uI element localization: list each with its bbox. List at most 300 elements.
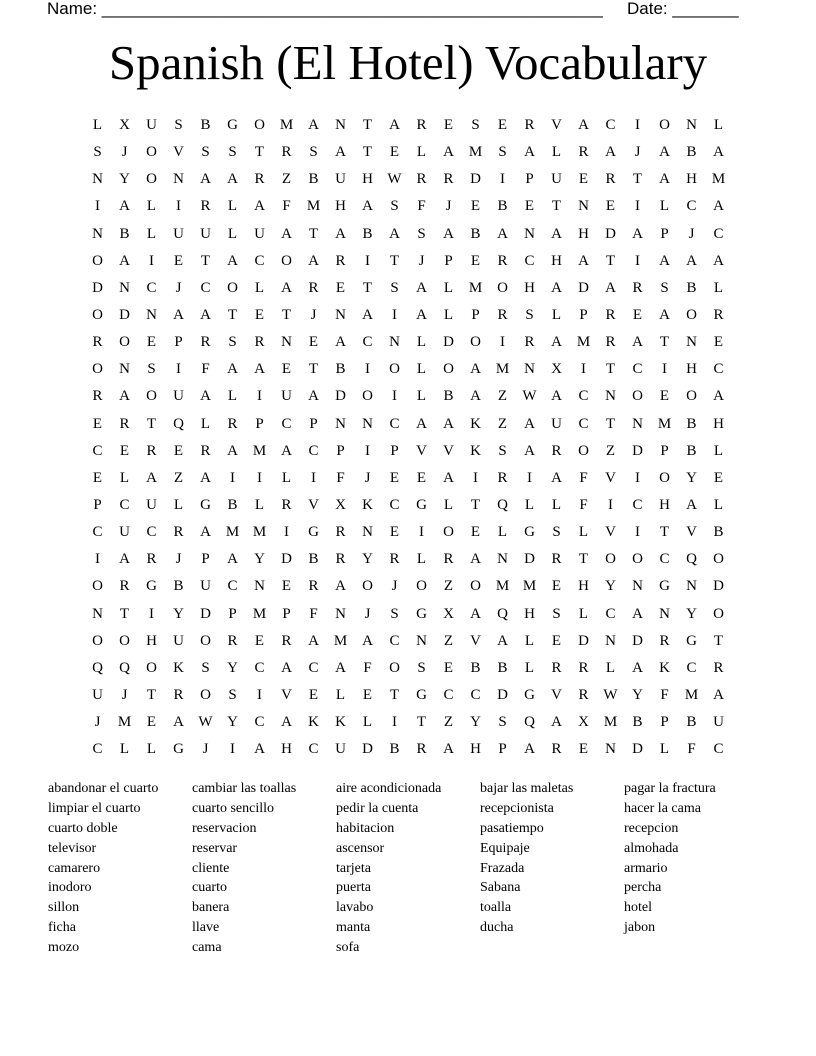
grid-letter: Q xyxy=(497,497,508,514)
grid-letter: S xyxy=(174,117,183,134)
grid-letter: A xyxy=(470,361,481,378)
grid-letter: M xyxy=(684,687,699,704)
grid-letter: J xyxy=(364,469,371,486)
grid-letter: Z xyxy=(443,714,454,731)
grid-letter: A xyxy=(335,144,346,161)
grid-letter: B xyxy=(686,415,697,432)
grid-letter: V xyxy=(686,524,697,541)
grid-letter: H xyxy=(659,497,670,514)
grid-letter: M xyxy=(657,415,672,432)
grid-letter: N xyxy=(605,632,616,649)
grid-letter: S xyxy=(228,144,237,161)
grid-letter: P xyxy=(390,442,399,459)
word-list-item: ficha xyxy=(48,920,76,936)
grid-letter: E xyxy=(146,714,157,731)
grid-letter: L xyxy=(146,741,157,758)
grid-letter: O xyxy=(686,388,697,405)
grid-letter: J xyxy=(121,687,128,704)
grid-letter: B xyxy=(335,361,346,378)
grid-letter: R xyxy=(335,524,346,541)
grid-letter: T xyxy=(632,171,643,188)
grid-letter: J xyxy=(94,714,101,731)
grid-letter: R xyxy=(308,578,319,595)
grid-letter: A xyxy=(308,388,319,405)
grid-letter: D xyxy=(281,551,292,568)
grid-letter: R xyxy=(200,442,211,459)
grid-letter: N xyxy=(686,578,697,595)
grid-letter: S xyxy=(201,659,210,676)
grid-letter: C xyxy=(578,415,589,432)
grid-letter: E xyxy=(470,198,481,215)
grid-letter: T xyxy=(416,714,427,731)
grid-letter: T xyxy=(362,279,373,296)
grid-letter: C xyxy=(713,361,724,378)
grid-letter: L xyxy=(416,334,427,351)
grid-letter: O xyxy=(146,144,157,161)
grid-letter: E xyxy=(713,469,724,486)
grid-letter: G xyxy=(308,524,319,541)
grid-letter: A xyxy=(659,252,670,269)
grid-letter: C xyxy=(524,252,535,269)
grid-letter: T xyxy=(389,252,400,269)
grid-letter: F xyxy=(309,605,318,622)
grid-letter: G xyxy=(524,524,535,541)
word-column xyxy=(336,779,480,958)
grid-letter: Z xyxy=(443,578,454,595)
grid-letter: A xyxy=(200,524,211,541)
grid-letter: O xyxy=(146,171,157,188)
grid-letter: L xyxy=(173,497,184,514)
grid-letter: E xyxy=(308,334,319,351)
grid-letter: H xyxy=(524,279,535,296)
grid-letter: S xyxy=(417,225,426,242)
word-column xyxy=(480,779,624,958)
grid-letter: R xyxy=(173,524,184,541)
grid-letter: Q xyxy=(173,415,184,432)
grid-letter: L xyxy=(578,524,589,541)
grid-letter: L xyxy=(443,497,454,514)
grid-letter: E xyxy=(497,117,508,134)
grid-letter: N xyxy=(146,307,157,324)
grid-letter: O xyxy=(92,307,103,324)
grid-letter: N xyxy=(119,361,130,378)
grid-letter: S xyxy=(309,144,318,161)
grid-letter: I xyxy=(635,117,640,134)
grid-letter: R xyxy=(119,415,130,432)
grid-letter: I xyxy=(176,361,181,378)
grid-letter: D xyxy=(713,578,724,595)
grid-letter: V xyxy=(605,469,616,486)
grid-letter: L xyxy=(227,198,238,215)
grid-letter: V xyxy=(308,497,319,514)
grid-letter: C xyxy=(119,497,130,514)
grid-letter: Z xyxy=(497,415,508,432)
grid-letter: A xyxy=(362,632,373,649)
grid-row xyxy=(84,302,732,329)
grid-letter: M xyxy=(576,334,591,351)
grid-letter: I xyxy=(635,198,640,215)
grid-letter: A xyxy=(632,659,643,676)
grid-letter: O xyxy=(389,659,400,676)
grid-letter: A xyxy=(335,578,346,595)
grid-letter: S xyxy=(93,144,102,161)
grid-letter: K xyxy=(335,714,346,731)
grid-letter: O xyxy=(119,632,130,649)
grid-letter: O xyxy=(200,632,211,649)
grid-letter: R xyxy=(389,551,400,568)
grid-letter: A xyxy=(281,659,292,676)
grid-letter: T xyxy=(362,144,373,161)
grid-letter: L xyxy=(713,497,724,514)
grid-letter: A xyxy=(524,144,535,161)
grid-letter: P xyxy=(660,442,669,459)
grid-row xyxy=(84,356,732,383)
grid-letter: I xyxy=(581,361,586,378)
grid-letter: C xyxy=(578,388,589,405)
grid-letter: H xyxy=(551,252,562,269)
grid-letter: N xyxy=(335,605,346,622)
grid-letter: I xyxy=(176,198,181,215)
grid-letter: A xyxy=(659,171,670,188)
grid-letter: I xyxy=(419,524,424,541)
grid-letter: J xyxy=(364,605,371,622)
grid-letter: I xyxy=(257,687,262,704)
grid-letter: U xyxy=(551,415,562,432)
grid-letter: G xyxy=(659,578,670,595)
grid-letter: D xyxy=(497,687,508,704)
grid-letter: O xyxy=(686,307,697,324)
grid-letter: E xyxy=(254,307,265,324)
word-list-item: hotel xyxy=(624,900,652,916)
grid-letter: T xyxy=(551,198,562,215)
grid-letter: A xyxy=(308,632,319,649)
grid-letter: O xyxy=(713,551,724,568)
grid-letter: A xyxy=(389,225,400,242)
grid-letter: Y xyxy=(686,469,697,486)
grid-letter: X xyxy=(443,605,454,622)
grid-letter: B xyxy=(686,442,697,459)
grid-letter: J xyxy=(175,279,182,296)
grid-letter: T xyxy=(200,252,211,269)
word-list-item: televisor xyxy=(48,840,97,856)
word-list-item: reservar xyxy=(192,840,238,856)
grid-letter: I xyxy=(284,524,289,541)
word-list-item: llave xyxy=(192,920,220,936)
grid-letter: A xyxy=(281,279,292,296)
grid-letter: I xyxy=(95,198,100,215)
grid-letter: E xyxy=(254,632,265,649)
grid-letter: I xyxy=(662,361,667,378)
grid-letter: A xyxy=(308,117,319,134)
grid-letter: M xyxy=(495,361,510,378)
word-list-item: pagar la fractura xyxy=(624,781,716,796)
grid-letter: H xyxy=(686,361,697,378)
grid-letter: S xyxy=(498,442,507,459)
grid-letter: C xyxy=(146,524,157,541)
grid-letter: W xyxy=(603,687,618,704)
grid-letter: R xyxy=(551,659,562,676)
grid-letter: L xyxy=(416,388,427,405)
grid-letter: T xyxy=(605,252,616,269)
grid-letter: E xyxy=(119,442,130,459)
grid-letter: L xyxy=(524,497,535,514)
word-list-item: pasatiempo xyxy=(480,820,544,836)
grid-letter: U xyxy=(173,632,184,649)
grid-letter: M xyxy=(279,117,294,134)
grid-row xyxy=(84,275,732,302)
grid-letter: M xyxy=(252,605,267,622)
grid-letter: E xyxy=(389,144,400,161)
grid-letter: R xyxy=(551,442,562,459)
grid-letter: O xyxy=(470,334,481,351)
grid-letter: Y xyxy=(173,605,184,622)
date-line: Date: _______ xyxy=(627,0,739,18)
grid-letter: I xyxy=(365,252,370,269)
grid-letter: A xyxy=(605,279,616,296)
grid-letter: X xyxy=(335,497,346,514)
grid-letter: P xyxy=(579,307,588,324)
grid-letter: E xyxy=(551,578,562,595)
grid-letter: E xyxy=(578,741,589,758)
grid-letter: K xyxy=(659,659,670,676)
grid-letter: A xyxy=(443,469,454,486)
grid-letter: C xyxy=(308,442,319,459)
grid-letter: R xyxy=(227,415,238,432)
grid-letter: O xyxy=(92,252,103,269)
grid-letter: D xyxy=(335,388,346,405)
grid-letter: A xyxy=(200,469,211,486)
grid-letter: R xyxy=(281,632,292,649)
grid-letter: L xyxy=(119,741,130,758)
grid-letter: O xyxy=(632,388,643,405)
grid-letter: E xyxy=(713,334,724,351)
grid-letter: S xyxy=(390,198,399,215)
grid-letter: A xyxy=(497,225,508,242)
grid-letter: D xyxy=(200,605,211,622)
word-list-item: cuarto xyxy=(192,880,227,896)
grid-letter: A xyxy=(551,279,562,296)
word-list-item: mozo xyxy=(48,940,80,956)
grid-letter: D xyxy=(524,551,535,568)
grid-letter: R xyxy=(335,252,346,269)
word-list-item: pedir la cuenta xyxy=(336,800,419,816)
grid-letter: M xyxy=(306,198,321,215)
grid-letter: L xyxy=(416,361,427,378)
grid-letter: P xyxy=(93,497,102,514)
grid-letter: I xyxy=(230,741,235,758)
grid-letter: A xyxy=(362,198,373,215)
grid-letter: E xyxy=(335,279,346,296)
grid-letter: A xyxy=(335,225,346,242)
grid-letter: O xyxy=(443,524,454,541)
grid-letter: B xyxy=(497,198,508,215)
grid-letter: A xyxy=(443,741,454,758)
grid-letter: C xyxy=(308,741,319,758)
grid-letter: C xyxy=(470,687,481,704)
grid-letter: R xyxy=(227,632,238,649)
word-list-item: jabon xyxy=(624,920,656,936)
grid-letter: V xyxy=(551,687,562,704)
grid-letter: N xyxy=(335,415,346,432)
grid-letter: T xyxy=(308,361,319,378)
grid-letter: R xyxy=(551,741,562,758)
grid-letter: T xyxy=(281,307,292,324)
grid-letter: N xyxy=(686,117,697,134)
grid-letter: C xyxy=(389,497,400,514)
grid-letter: A xyxy=(713,144,724,161)
grid-letter: I xyxy=(149,605,154,622)
grid-letter: A xyxy=(227,252,238,269)
grid-row xyxy=(84,438,732,465)
grid-letter: L xyxy=(146,225,157,242)
grid-letter: Y xyxy=(362,551,373,568)
grid-letter: R xyxy=(713,659,724,676)
grid-letter: U xyxy=(146,497,157,514)
grid-letter: L xyxy=(254,279,265,296)
grid-letter: U xyxy=(119,524,130,541)
grid-letter: C xyxy=(254,659,265,676)
grid-letter: C xyxy=(308,659,319,676)
grid-letter: F xyxy=(417,198,426,215)
grid-letter: H xyxy=(524,605,535,622)
grid-letter: L xyxy=(200,415,211,432)
grid-letter: A xyxy=(146,469,157,486)
grid-letter: L xyxy=(119,469,130,486)
grid-letter: R xyxy=(578,144,589,161)
grid-letter: L xyxy=(551,497,562,514)
grid-letter: N xyxy=(281,334,292,351)
word-list-item: ascensor xyxy=(336,840,385,856)
grid-letter: G xyxy=(173,741,184,758)
grid-letter: R xyxy=(497,469,508,486)
grid-letter: Z xyxy=(281,171,292,188)
grid-letter: G xyxy=(416,687,427,704)
grid-letter: B xyxy=(470,659,481,676)
word-list-item: cuarto doble xyxy=(48,820,118,836)
word-list-item: Sabana xyxy=(480,880,521,896)
grid-letter: R xyxy=(254,171,265,188)
grid-letter: A xyxy=(659,307,670,324)
grid-letter: N xyxy=(362,415,373,432)
grid-letter: L xyxy=(362,714,373,731)
grid-letter: C xyxy=(92,741,103,758)
grid-letter: L xyxy=(281,469,292,486)
grid-letter: A xyxy=(524,442,535,459)
grid-letter: J xyxy=(121,144,128,161)
grid-letter: P xyxy=(471,307,480,324)
word-list-item: toalla xyxy=(480,900,512,916)
grid-letter: O xyxy=(254,117,265,134)
grid-letter: I xyxy=(311,469,316,486)
grid-letter: C xyxy=(605,605,616,622)
word-list-item: limpiar el cuarto xyxy=(48,800,141,816)
grid-letter: L xyxy=(416,551,427,568)
grid-letter: M xyxy=(495,578,510,595)
grid-letter: N xyxy=(632,578,643,595)
grid-letter: H xyxy=(146,632,157,649)
grid-letter: O xyxy=(659,117,670,134)
grid-letter: X xyxy=(578,714,589,731)
grid-letter: C xyxy=(254,252,265,269)
grid-letter: D xyxy=(632,442,643,459)
grid-letter: U xyxy=(146,117,157,134)
grid-letter: C xyxy=(686,659,697,676)
grid-row xyxy=(84,383,732,410)
grid-letter: O xyxy=(713,605,724,622)
grid-letter: C xyxy=(281,415,292,432)
grid-letter: I xyxy=(257,469,262,486)
grid-letter: R xyxy=(578,687,589,704)
grid-letter: O xyxy=(146,659,157,676)
letter-grid xyxy=(84,112,732,763)
grid-letter: L xyxy=(443,307,454,324)
grid-letter: L xyxy=(146,198,157,215)
grid-letter: R xyxy=(281,497,292,514)
grid-letter: C xyxy=(713,225,724,242)
grid-letter: H xyxy=(281,741,292,758)
grid-letter: B xyxy=(713,524,724,541)
grid-letter: R xyxy=(497,252,508,269)
grid-letter: A xyxy=(605,144,616,161)
grid-letter: H xyxy=(578,225,589,242)
grid-row xyxy=(84,221,732,248)
grid-letter: M xyxy=(603,714,618,731)
worksheet-header xyxy=(47,0,747,20)
grid-letter: T xyxy=(146,687,157,704)
grid-letter: R xyxy=(92,334,103,351)
grid-letter: E xyxy=(173,442,184,459)
grid-letter: O xyxy=(362,388,373,405)
grid-letter: T xyxy=(119,605,130,622)
grid-letter: R xyxy=(713,307,724,324)
grid-letter: U xyxy=(173,225,184,242)
grid-letter: B xyxy=(227,497,238,514)
grid-letter: N xyxy=(335,117,346,134)
grid-letter: A xyxy=(416,415,427,432)
grid-letter: Z xyxy=(605,442,616,459)
grid-letter: B xyxy=(686,144,697,161)
word-list-item: armario xyxy=(624,860,668,876)
grid-letter: A xyxy=(281,714,292,731)
grid-letter: S xyxy=(552,524,561,541)
grid-letter: L xyxy=(713,279,724,296)
grid-letter: A xyxy=(119,252,130,269)
grid-letter: S xyxy=(525,307,534,324)
grid-letter: R xyxy=(146,442,157,459)
grid-letter: I xyxy=(257,388,262,405)
grid-letter: A xyxy=(281,225,292,242)
grid-letter: D xyxy=(119,307,130,324)
grid-letter: X xyxy=(551,361,562,378)
grid-letter: R xyxy=(416,741,427,758)
grid-letter: U xyxy=(551,171,562,188)
grid-letter: V xyxy=(551,117,562,134)
grid-letter: N xyxy=(578,198,589,215)
grid-letter: N xyxy=(362,524,373,541)
grid-letter: V xyxy=(443,442,454,459)
grid-letter: A xyxy=(551,469,562,486)
grid-letter: R xyxy=(524,334,535,351)
grid-letter: U xyxy=(713,714,724,731)
grid-letter: P xyxy=(660,225,669,242)
grid-letter: O xyxy=(146,388,157,405)
grid-letter: O xyxy=(92,578,103,595)
grid-letter: A xyxy=(713,388,724,405)
grid-letter: S xyxy=(228,687,237,704)
grid-letter: J xyxy=(310,307,317,324)
grid-letter: A xyxy=(335,334,346,351)
grid-letter: E xyxy=(92,469,103,486)
